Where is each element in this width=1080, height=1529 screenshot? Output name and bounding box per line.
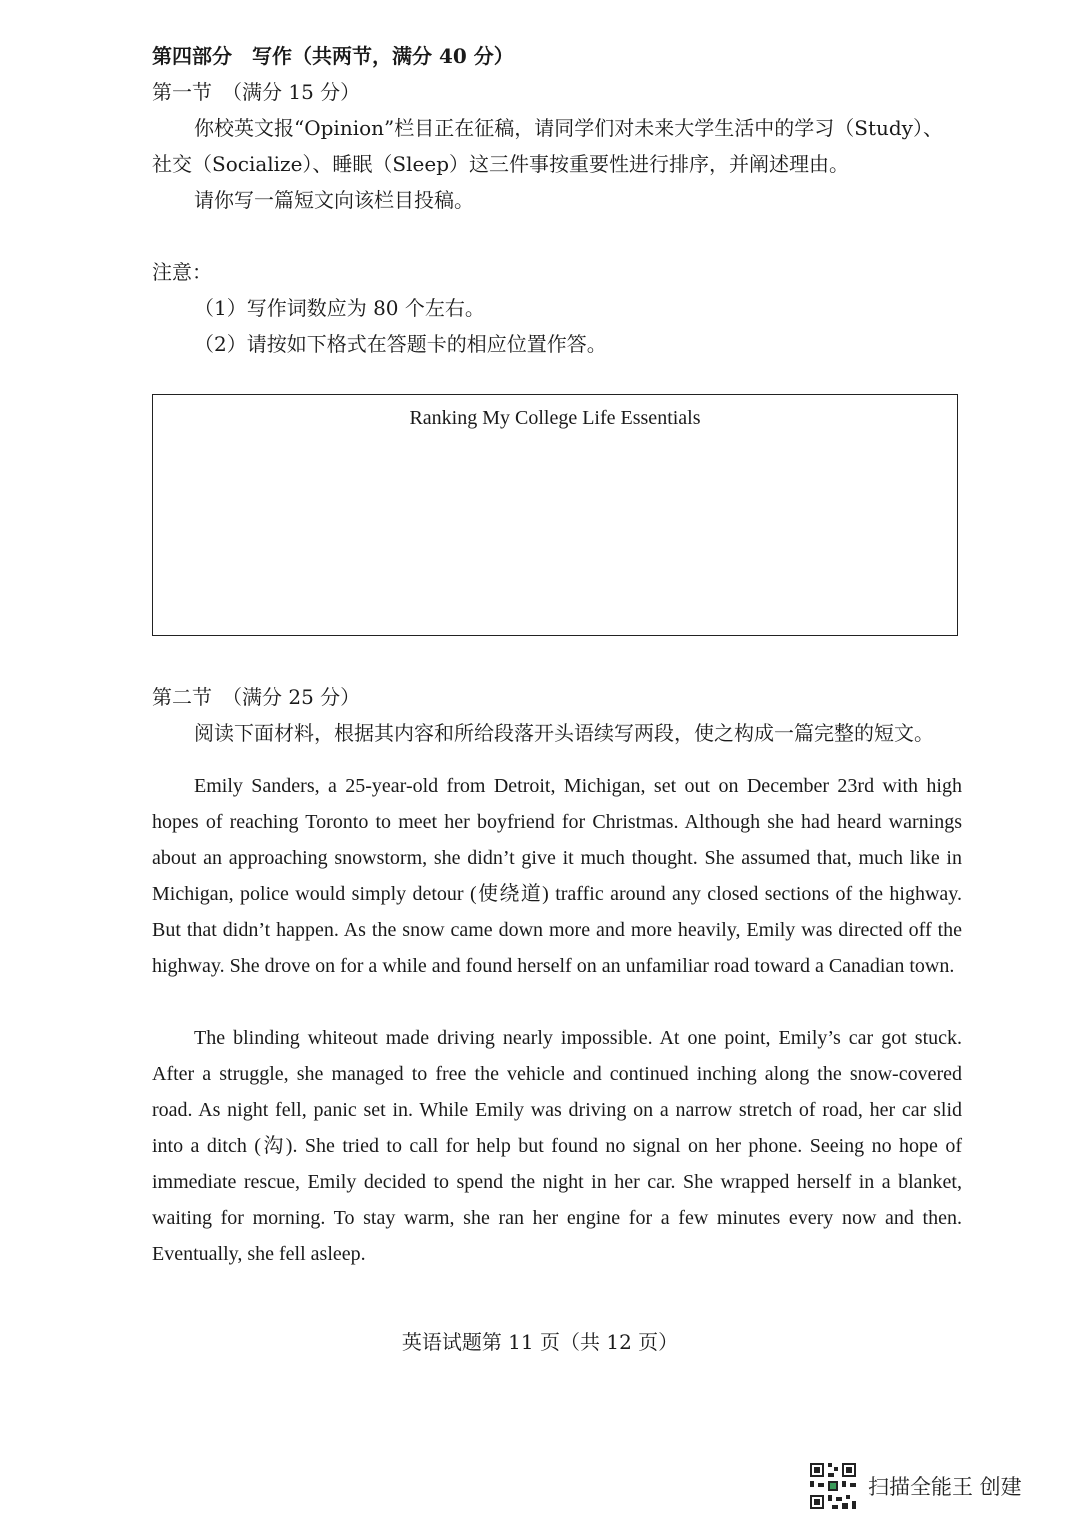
section1-prompt-line3: 请你写一篇短文向该栏目投稿。 — [194, 188, 474, 212]
essay-format-box — [152, 394, 958, 636]
section2-instruction: 阅读下面材料，根据其内容和所给段落开头语续写两段，使之构成一篇完整的短文。 — [194, 721, 934, 745]
note-2: （2）请按如下格式在答题卡的相应位置作答。 — [194, 332, 607, 356]
qr-code-icon — [808, 1461, 858, 1511]
watermark-text: 扫描全能王 创建 — [868, 1475, 1022, 1499]
section2-heading: 第二节 （满分 25 分） — [152, 685, 361, 709]
story-paragraph-2: The blinding whiteout made driving nearly impossible. At one point, Emily’s car got stuck. After a struggle, she managed to free the vehicle and continued inching along the snow-covered road. As night fell, panic set in. While Emily was driving on a narrow stretch of road, her car slid into a ditch (沟). She tried to call for help but found no signal on her phone. Seeing no hope of immediate rescue, Emily decided to spend the night in her car. She wrapped herself in a blanket, waiting for morning. To stay warm, she ran her engine for a few minutes every now and then. Eventually, she fell asleep. — [152, 1027, 962, 1265]
section1-heading: 第一节 （满分 15 分） — [152, 80, 361, 104]
section1-prompt-line1: 你校英文报“Opinion”栏目正在征稿，请同学们对未来大学生活中的学习（Study）、 — [194, 116, 943, 140]
story-paragraph-1: Emily Sanders, a 25-year-old from Detroit, Michigan, set out on December 23rd with high hopes of reaching Toronto to meet her boyfriend for Christmas. Although she had heard warnings about an approaching snowstorm, she didn’t give it much thought. She assumed that, much like in Michigan, police would simply detour (使绕道) traffic around any closed sections of the highway. But that didn’t happen. As the snow came down more and more heavily, Emily was directed off the highway. She drove on for a while and found herself on an unfamiliar road toward a Canadian town. — [152, 775, 962, 977]
note-1: （1）写作词数应为 80 个左右。 — [194, 296, 485, 320]
notes-label: 注意： — [152, 260, 212, 284]
part4-heading: 第四部分 写作（共两节，满分 40 分） — [152, 44, 514, 68]
essay-title: Ranking My College Life Essentials — [409, 407, 701, 429]
scanner-watermark — [808, 1458, 1022, 1514]
section1-prompt-line2: 社交（Socialize）、睡眠（Sleep）这三件事按重要性进行排序，并阐述理由。 — [152, 152, 850, 176]
page-number-footer: 英语试题第 11 页（共 12 页） — [401, 1330, 679, 1354]
